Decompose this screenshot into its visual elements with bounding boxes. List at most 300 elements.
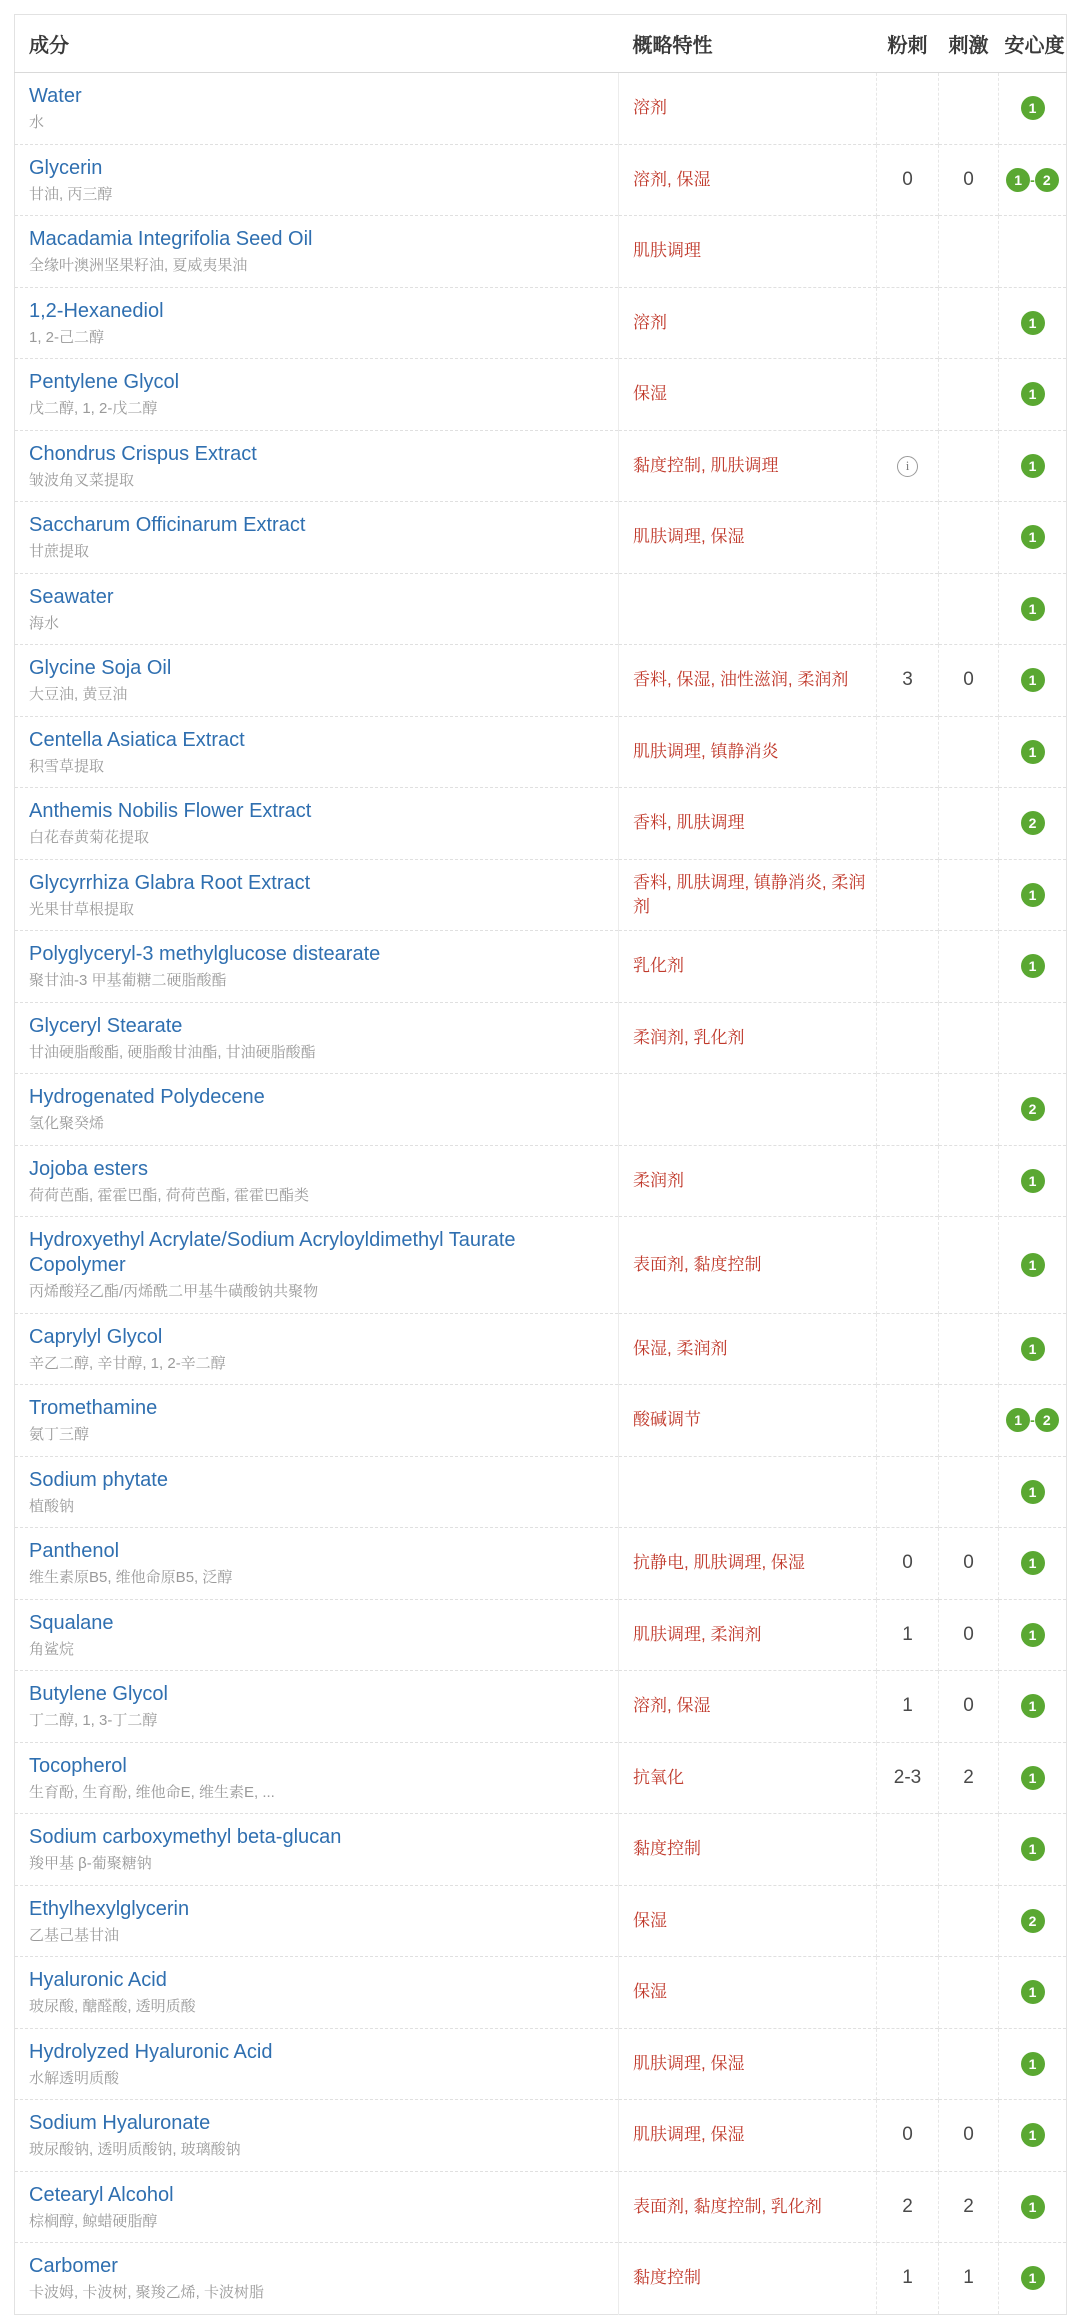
safety-badge: 1 bbox=[1021, 525, 1045, 549]
ingredient-link[interactable]: Squalane bbox=[29, 1611, 114, 1634]
acne-rating-cell bbox=[877, 645, 939, 717]
irritation-rating-cell bbox=[939, 1742, 999, 1814]
features-text: 香料, 肌肤调理 bbox=[633, 813, 745, 833]
safety-badge: 1 bbox=[1021, 668, 1045, 692]
table-row bbox=[15, 73, 1067, 145]
irritation-rating-cell bbox=[939, 73, 999, 145]
safety-rating-cell bbox=[999, 1145, 1067, 1217]
acne-rating-cell bbox=[877, 1814, 939, 1886]
ingredient-alias: 辛乙二醇, 辛甘醇, 1, 2-辛二醇 bbox=[29, 1354, 226, 1372]
safety-badge: 1 bbox=[1006, 1408, 1030, 1432]
ingredient-alias: 皱波角叉菜提取 bbox=[29, 471, 135, 489]
ingredient-alias: 氨丁三醇 bbox=[29, 1426, 90, 1443]
features-cell bbox=[619, 144, 877, 216]
features-cell bbox=[619, 1074, 877, 1146]
ingredient-link[interactable]: Cetearyl Alcohol bbox=[29, 2183, 174, 2206]
ingredient-link[interactable]: Saccharum Officinarum Extract bbox=[29, 514, 306, 536]
safety-badge: 1 bbox=[1021, 311, 1045, 335]
table-row bbox=[15, 1385, 1067, 1457]
ingredient-name-cell bbox=[15, 73, 619, 145]
irritation-rating-cell bbox=[939, 1313, 999, 1385]
ingredient-alias: 维生素原B5, 维他命原B5, 泛醇 bbox=[29, 1569, 233, 1586]
table-row bbox=[15, 2243, 1067, 2315]
info-icon[interactable]: i bbox=[897, 456, 918, 477]
ingredient-link[interactable]: Polyglyceryl-3 methylglucose distearate bbox=[29, 943, 381, 965]
ingredient-link[interactable]: Hyaluronic Acid bbox=[29, 1969, 167, 1991]
safety-rating-cell bbox=[999, 1313, 1067, 1385]
irritation-rating-cell bbox=[939, 788, 999, 860]
ingredient-link[interactable]: Glycyrrhiza Glabra Root Extract bbox=[29, 871, 311, 894]
acne-rating-cell bbox=[877, 1885, 939, 1957]
ingredient-alias: 1, 2-己二醇 bbox=[29, 328, 105, 346]
acne-rating-cell bbox=[877, 1217, 939, 1314]
ingredient-name-cell bbox=[15, 1074, 619, 1146]
safety-badge: 1 bbox=[1021, 2123, 1045, 2147]
ingredient-alias: 白花春黄菊花提取 bbox=[29, 829, 150, 846]
ingredient-name-cell bbox=[15, 1385, 619, 1457]
ingredient-name-cell bbox=[15, 1742, 619, 1814]
irritation-rating-cell bbox=[939, 1002, 999, 1074]
irritation-rating-cell bbox=[939, 359, 999, 431]
irritation-rating-cell bbox=[939, 1599, 999, 1671]
ingredient-link[interactable]: Sodium phytate bbox=[29, 1468, 168, 1491]
features-text: 溶剂 bbox=[633, 98, 667, 118]
safety-rating-cell bbox=[999, 2171, 1067, 2243]
header-acne: 粉刺 bbox=[877, 15, 939, 73]
irritation-rating-cell bbox=[939, 1217, 999, 1314]
safety-rating-cell bbox=[999, 645, 1067, 717]
ingredient-link[interactable]: Butylene Glycol bbox=[29, 1683, 168, 1705]
safety-badge: 1 bbox=[1006, 168, 1030, 192]
ingredient-name-cell bbox=[15, 2243, 619, 2315]
table-row bbox=[15, 1217, 1067, 1314]
irritation-rating-cell bbox=[939, 859, 999, 931]
irritation-rating-cell bbox=[939, 931, 999, 1003]
ingredient-link[interactable]: Sodium carboxymethyl beta-glucan bbox=[29, 1826, 342, 1848]
features-text: 表面剂, 黏度控制 bbox=[633, 1254, 762, 1274]
irritation-rating-cell bbox=[939, 1528, 999, 1600]
ingredient-alias: 卡波姆, 卡波树, 聚羧乙烯, 卡波树脂 bbox=[29, 2284, 265, 2301]
features-cell bbox=[619, 1671, 877, 1743]
ingredient-alias: 玻尿酸钠, 透明质酸钠, 玻璃酸钠 bbox=[29, 2141, 241, 2158]
ingredient-link[interactable]: Centella Asiatica Extract bbox=[29, 728, 245, 751]
acne-rating-cell bbox=[877, 1528, 939, 1600]
safety-rating-cell bbox=[999, 2100, 1067, 2172]
table-row bbox=[15, 2171, 1067, 2243]
safety-badge: 1 bbox=[1021, 1169, 1045, 1193]
features-cell bbox=[619, 2100, 877, 2172]
safety-rating-cell bbox=[999, 1742, 1067, 1814]
features-text: 表面剂, 黏度控制, 乳化剂 bbox=[633, 2196, 822, 2216]
ingredient-link[interactable]: Hydrolyzed Hyaluronic Acid bbox=[29, 2040, 273, 2063]
safety-badge: 2 bbox=[1021, 1909, 1045, 1933]
irritation-rating-value: 1 bbox=[963, 2267, 974, 2289]
ingredient-name-cell bbox=[15, 2171, 619, 2243]
irritation-rating-cell bbox=[939, 645, 999, 717]
safety-rating-cell bbox=[999, 73, 1067, 145]
ingredient-alias: 全缘叶澳洲坚果籽油, 夏威夷果油 bbox=[29, 257, 248, 274]
features-text: 肌肤调理 bbox=[633, 241, 701, 261]
table-row bbox=[15, 2100, 1067, 2172]
safety-badge: 1 bbox=[1021, 1253, 1045, 1277]
features-cell bbox=[619, 216, 877, 288]
table-row bbox=[15, 502, 1067, 574]
ingredient-link[interactable]: Panthenol bbox=[29, 1540, 120, 1562]
safety-badge: 1 bbox=[1021, 1623, 1045, 1647]
safety-badge: 1 bbox=[1021, 2052, 1045, 2076]
irritation-rating-value: 0 bbox=[963, 669, 974, 691]
header-features: 概略特性 bbox=[619, 15, 877, 73]
features-text: 黏度控制 bbox=[633, 1839, 701, 1859]
ingredient-alias: 棕榈醇, 鲸蜡硬脂醇 bbox=[29, 2212, 158, 2230]
table-row bbox=[15, 359, 1067, 431]
irritation-rating-cell bbox=[939, 2243, 999, 2315]
safety-rating-cell bbox=[999, 1456, 1067, 1528]
safety-badge: 2 bbox=[1035, 168, 1059, 192]
safety-range-dash: - bbox=[1030, 171, 1035, 188]
safety-rating-cell bbox=[999, 1885, 1067, 1957]
ingredient-link[interactable]: Sodium Hyaluronate bbox=[29, 2112, 211, 2134]
table-row bbox=[15, 1145, 1067, 1217]
safety-badge: 1 bbox=[1021, 2266, 1045, 2290]
table-body bbox=[15, 73, 1067, 2315]
ingredient-alias: 植酸钠 bbox=[29, 1497, 75, 1515]
features-text: 保湿, 柔润剂 bbox=[633, 1338, 728, 1358]
header-irritation: 刺激 bbox=[939, 15, 999, 73]
features-cell bbox=[619, 1528, 877, 1600]
irritation-rating-value: 0 bbox=[963, 1623, 974, 1645]
ingredient-link[interactable]: Water bbox=[29, 85, 82, 107]
ingredient-name-cell bbox=[15, 2100, 619, 2172]
ingredient-alias: 生育酚, 生育酚, 维他命E, 维生素E, ... bbox=[29, 1783, 275, 1801]
ingredient-link[interactable]: Tocopherol bbox=[29, 1754, 127, 1777]
features-text: 香料, 肌肤调理, 镇静消炎, 柔润剂 bbox=[633, 872, 866, 916]
acne-rating-cell bbox=[877, 216, 939, 288]
ingredient-alias: 丁二醇, 1, 3-丁二醇 bbox=[29, 1712, 158, 1729]
features-cell bbox=[619, 1885, 877, 1957]
ingredient-name-cell bbox=[15, 1957, 619, 2029]
ingredient-alias: 甘油, 丙三醇 bbox=[29, 185, 113, 203]
header-name: 成分 bbox=[15, 15, 619, 73]
ingredient-alias: 丙烯酸羟乙酯/丙烯酰二甲基牛磺酸钠共聚物 bbox=[29, 1283, 319, 1300]
irritation-rating-cell bbox=[939, 430, 999, 502]
acne-rating-cell bbox=[877, 2028, 939, 2100]
table-row bbox=[15, 716, 1067, 788]
ingredient-alias: 积雪草提取 bbox=[29, 757, 105, 775]
features-cell bbox=[619, 1957, 877, 2029]
safety-rating-cell bbox=[999, 502, 1067, 574]
features-text: 香料, 保湿, 油性滋润, 柔润剂 bbox=[633, 670, 849, 690]
safety-rating-cell bbox=[999, 430, 1067, 502]
features-text: 保湿 bbox=[633, 1910, 667, 1930]
ingredient-name-cell bbox=[15, 430, 619, 502]
safety-rating-cell bbox=[999, 1599, 1067, 1671]
irritation-rating-value: 0 bbox=[963, 1695, 974, 1717]
features-cell bbox=[619, 1217, 877, 1314]
safety-badge: 1 bbox=[1021, 1837, 1045, 1861]
acne-rating-value: 1 bbox=[902, 1695, 913, 1717]
table-row bbox=[15, 1313, 1067, 1385]
irritation-rating-cell bbox=[939, 573, 999, 645]
ingredient-alias: 乙基己基甘油 bbox=[29, 1926, 120, 1944]
table-row bbox=[15, 1599, 1067, 1671]
features-text: 乳化剂 bbox=[633, 956, 684, 976]
features-text: 黏度控制, 肌肤调理 bbox=[633, 455, 779, 475]
safety-rating-cell bbox=[999, 216, 1067, 288]
irritation-rating-value: 0 bbox=[963, 2124, 974, 2146]
safety-rating-cell bbox=[999, 1671, 1067, 1743]
features-text: 柔润剂, 乳化剂 bbox=[633, 1027, 745, 1047]
ingredient-alias: 聚甘油-3 甲基葡糖二硬脂酸酯 bbox=[29, 972, 227, 989]
ingredient-link[interactable]: Hydrogenated Polydecene bbox=[29, 1086, 265, 1108]
safety-badge: 2 bbox=[1021, 1097, 1045, 1121]
features-text: 溶剂, 保湿 bbox=[633, 169, 711, 189]
acne-rating-cell bbox=[877, 716, 939, 788]
ingredient-link[interactable]: Carbomer bbox=[29, 2255, 118, 2277]
ingredient-link[interactable]: Chondrus Crispus Extract bbox=[29, 442, 257, 465]
ingredient-name-cell bbox=[15, 1002, 619, 1074]
ingredient-name-cell bbox=[15, 1599, 619, 1671]
table-row bbox=[15, 1002, 1067, 1074]
acne-rating-cell bbox=[877, 1074, 939, 1146]
safety-badge: 2 bbox=[1021, 811, 1045, 835]
acne-rating-cell bbox=[877, 1385, 939, 1457]
safety-rating-cell bbox=[999, 788, 1067, 860]
irritation-rating-cell bbox=[939, 1885, 999, 1957]
ingredient-name-cell bbox=[15, 1671, 619, 1743]
features-cell bbox=[619, 859, 877, 931]
irritation-rating-cell bbox=[939, 502, 999, 574]
irritation-rating-cell bbox=[939, 1814, 999, 1886]
acne-rating-cell bbox=[877, 287, 939, 359]
ingredient-alias: 氢化聚癸烯 bbox=[29, 1115, 105, 1132]
features-text: 酸碱调节 bbox=[633, 1410, 701, 1430]
acne-rating-cell bbox=[877, 502, 939, 574]
safety-badge: 1 bbox=[1021, 1694, 1045, 1718]
ingredient-link[interactable]: Glycine Soja Oil bbox=[29, 657, 172, 679]
features-cell bbox=[619, 573, 877, 645]
safety-badge: 2 bbox=[1035, 1408, 1059, 1432]
table-row bbox=[15, 1957, 1067, 2029]
ingredient-alias: 羧甲基 β-葡聚糖钠 bbox=[29, 1855, 152, 1872]
table-row bbox=[15, 1814, 1067, 1886]
safety-rating-cell bbox=[999, 931, 1067, 1003]
ingredient-name-cell bbox=[15, 1528, 619, 1600]
features-cell bbox=[619, 287, 877, 359]
irritation-rating-cell bbox=[939, 1385, 999, 1457]
irritation-rating-cell bbox=[939, 216, 999, 288]
safety-badge: 1 bbox=[1021, 2195, 1045, 2219]
ingredient-link[interactable]: 1,2-Hexanediol bbox=[29, 299, 164, 322]
acne-rating-cell bbox=[877, 2100, 939, 2172]
features-text: 肌肤调理, 保湿 bbox=[633, 2053, 745, 2073]
safety-rating-cell bbox=[999, 2243, 1067, 2315]
safety-badge: 1 bbox=[1021, 597, 1045, 621]
ingredient-link[interactable]: Seawater bbox=[29, 585, 114, 608]
table-row bbox=[15, 645, 1067, 717]
features-cell bbox=[619, 430, 877, 502]
table-row bbox=[15, 1074, 1067, 1146]
features-text: 抗静电, 肌肤调理, 保湿 bbox=[633, 1553, 805, 1573]
irritation-rating-cell bbox=[939, 1957, 999, 2029]
features-cell bbox=[619, 1742, 877, 1814]
table-row bbox=[15, 788, 1067, 860]
table-row bbox=[15, 573, 1067, 645]
table-row bbox=[15, 1885, 1067, 1957]
safety-rating-cell bbox=[999, 573, 1067, 645]
ingredient-name-cell bbox=[15, 359, 619, 431]
table-row bbox=[15, 931, 1067, 1003]
features-cell bbox=[619, 788, 877, 860]
ingredient-name-cell bbox=[15, 1313, 619, 1385]
ingredient-name-cell bbox=[15, 216, 619, 288]
acne-rating-cell bbox=[877, 859, 939, 931]
table-row bbox=[15, 859, 1067, 931]
features-cell bbox=[619, 2028, 877, 2100]
irritation-rating-cell bbox=[939, 144, 999, 216]
features-cell bbox=[619, 359, 877, 431]
safety-rating-cell bbox=[999, 1957, 1067, 2029]
ingredient-name-cell bbox=[15, 1885, 619, 1957]
safety-rating-cell bbox=[999, 2028, 1067, 2100]
safety-rating-cell bbox=[999, 1002, 1067, 1074]
features-cell bbox=[619, 2243, 877, 2315]
ingredient-name-cell bbox=[15, 788, 619, 860]
table-row bbox=[15, 216, 1067, 288]
table-header bbox=[15, 15, 1067, 73]
ingredient-alias: 光果甘草根提取 bbox=[29, 900, 135, 918]
table-row bbox=[15, 430, 1067, 502]
ingredient-link[interactable]: Anthemis Nobilis Flower Extract bbox=[29, 800, 312, 822]
ingredient-link[interactable]: Jojoba esters bbox=[29, 1157, 148, 1180]
acne-rating-value: 3 bbox=[902, 669, 913, 691]
ingredient-name-cell bbox=[15, 573, 619, 645]
ingredient-link[interactable]: Glyceryl Stearate bbox=[29, 1014, 183, 1037]
header-safety: 安心度 bbox=[999, 15, 1067, 73]
irritation-rating-value: 2 bbox=[963, 1766, 974, 1788]
features-text: 肌肤调理, 保湿 bbox=[633, 2125, 745, 2145]
ingredient-name-cell bbox=[15, 645, 619, 717]
acne-rating-cell bbox=[877, 2171, 939, 2243]
features-cell bbox=[619, 1456, 877, 1528]
ingredient-name-cell bbox=[15, 1814, 619, 1886]
acne-rating-cell bbox=[877, 1671, 939, 1743]
safety-badge: 1 bbox=[1021, 1480, 1045, 1504]
features-text: 抗氧化 bbox=[633, 1767, 684, 1787]
table-row bbox=[15, 287, 1067, 359]
safety-rating-cell bbox=[999, 287, 1067, 359]
acne-rating-cell bbox=[877, 1145, 939, 1217]
table-row bbox=[15, 1528, 1067, 1600]
safety-rating-cell bbox=[999, 1528, 1067, 1600]
ingredient-link[interactable]: Pentylene Glycol bbox=[29, 371, 180, 393]
features-text: 保湿 bbox=[633, 1982, 667, 2002]
ingredient-link[interactable]: Tromethamine bbox=[29, 1397, 158, 1419]
ingredient-link[interactable]: Ethylhexylglycerin bbox=[29, 1897, 190, 1920]
ingredient-name-cell bbox=[15, 716, 619, 788]
acne-rating-cell bbox=[877, 1742, 939, 1814]
features-text: 肌肤调理, 保湿 bbox=[633, 527, 745, 547]
features-cell bbox=[619, 73, 877, 145]
table-row bbox=[15, 144, 1067, 216]
safety-badge: 1 bbox=[1021, 954, 1045, 978]
table-row bbox=[15, 2028, 1067, 2100]
ingredient-name-cell bbox=[15, 2028, 619, 2100]
irritation-rating-value: 2 bbox=[963, 2195, 974, 2217]
ingredient-name-cell bbox=[15, 1145, 619, 1217]
ingredient-link[interactable]: Caprylyl Glycol bbox=[29, 1325, 163, 1348]
acne-rating-value: 0 bbox=[902, 1552, 913, 1574]
acne-rating-cell bbox=[877, 1313, 939, 1385]
ingredient-alias: 荷荷芭酯, 霍霍巴酯, 荷荷芭酯, 霍霍巴酯类 bbox=[29, 1186, 310, 1204]
safety-range-dash: - bbox=[1030, 1412, 1035, 1429]
acne-rating-cell bbox=[877, 430, 939, 502]
ingredient-link[interactable]: Hydroxyethyl Acrylate/Sodium Acryloyldimethyl Taurate Copolymer bbox=[29, 1229, 516, 1276]
ingredient-name-cell bbox=[15, 931, 619, 1003]
ingredient-link[interactable]: Macadamia Integrifolia Seed Oil bbox=[29, 228, 313, 250]
ingredient-name-cell bbox=[15, 859, 619, 931]
irritation-rating-cell bbox=[939, 287, 999, 359]
ingredient-alias: 戊二醇, 1, 2-戊二醇 bbox=[29, 400, 158, 417]
acne-rating-cell bbox=[877, 1456, 939, 1528]
features-cell bbox=[619, 502, 877, 574]
features-cell bbox=[619, 1814, 877, 1886]
safety-badge: 1 bbox=[1021, 1766, 1045, 1790]
safety-rating-cell bbox=[999, 1385, 1067, 1457]
ingredient-name-cell bbox=[15, 502, 619, 574]
ingredient-alias: 玻尿酸, 醣醛酸, 透明质酸 bbox=[29, 1998, 196, 2015]
acne-rating-value: 1 bbox=[902, 2267, 913, 2289]
safety-badge: 1 bbox=[1021, 1551, 1045, 1575]
acne-rating-cell bbox=[877, 788, 939, 860]
features-cell bbox=[619, 1313, 877, 1385]
acne-rating-cell bbox=[877, 2243, 939, 2315]
safety-rating-cell bbox=[999, 1814, 1067, 1886]
irritation-rating-cell bbox=[939, 1074, 999, 1146]
features-cell bbox=[619, 716, 877, 788]
irritation-rating-value: 0 bbox=[963, 1552, 974, 1574]
acne-rating-cell bbox=[877, 359, 939, 431]
features-cell bbox=[619, 1145, 877, 1217]
safety-badge: 1 bbox=[1021, 1337, 1045, 1361]
irritation-rating-cell bbox=[939, 1145, 999, 1217]
ingredient-name-cell bbox=[15, 144, 619, 216]
features-text: 保湿 bbox=[633, 384, 667, 404]
safety-badge: 1 bbox=[1021, 96, 1045, 120]
ingredient-name-cell bbox=[15, 1456, 619, 1528]
features-text: 肌肤调理, 柔润剂 bbox=[633, 1624, 762, 1644]
irritation-rating-cell bbox=[939, 2100, 999, 2172]
ingredient-alias: 甘油硬脂酸酯, 硬脂酸甘油酯, 甘油硬脂酸酯 bbox=[29, 1043, 316, 1061]
ingredient-name-cell bbox=[15, 1217, 619, 1314]
acne-rating-value: 0 bbox=[902, 2124, 913, 2146]
acne-rating-cell bbox=[877, 73, 939, 145]
features-text: 溶剂 bbox=[633, 312, 667, 332]
safety-rating-cell bbox=[999, 144, 1067, 216]
acne-rating-value: 1 bbox=[902, 1623, 913, 1645]
features-cell bbox=[619, 1002, 877, 1074]
acne-rating-cell bbox=[877, 1957, 939, 2029]
safety-badge: 1 bbox=[1021, 382, 1045, 406]
ingredient-link[interactable]: Glycerin bbox=[29, 156, 103, 179]
ingredient-alias: 甘蔗提取 bbox=[29, 543, 90, 560]
table-row bbox=[15, 1456, 1067, 1528]
acne-rating-cell bbox=[877, 144, 939, 216]
features-cell bbox=[619, 645, 877, 717]
ingredient-alias: 水 bbox=[29, 114, 45, 131]
irritation-rating-cell bbox=[939, 2028, 999, 2100]
acne-rating-value: 2-3 bbox=[893, 1766, 922, 1788]
